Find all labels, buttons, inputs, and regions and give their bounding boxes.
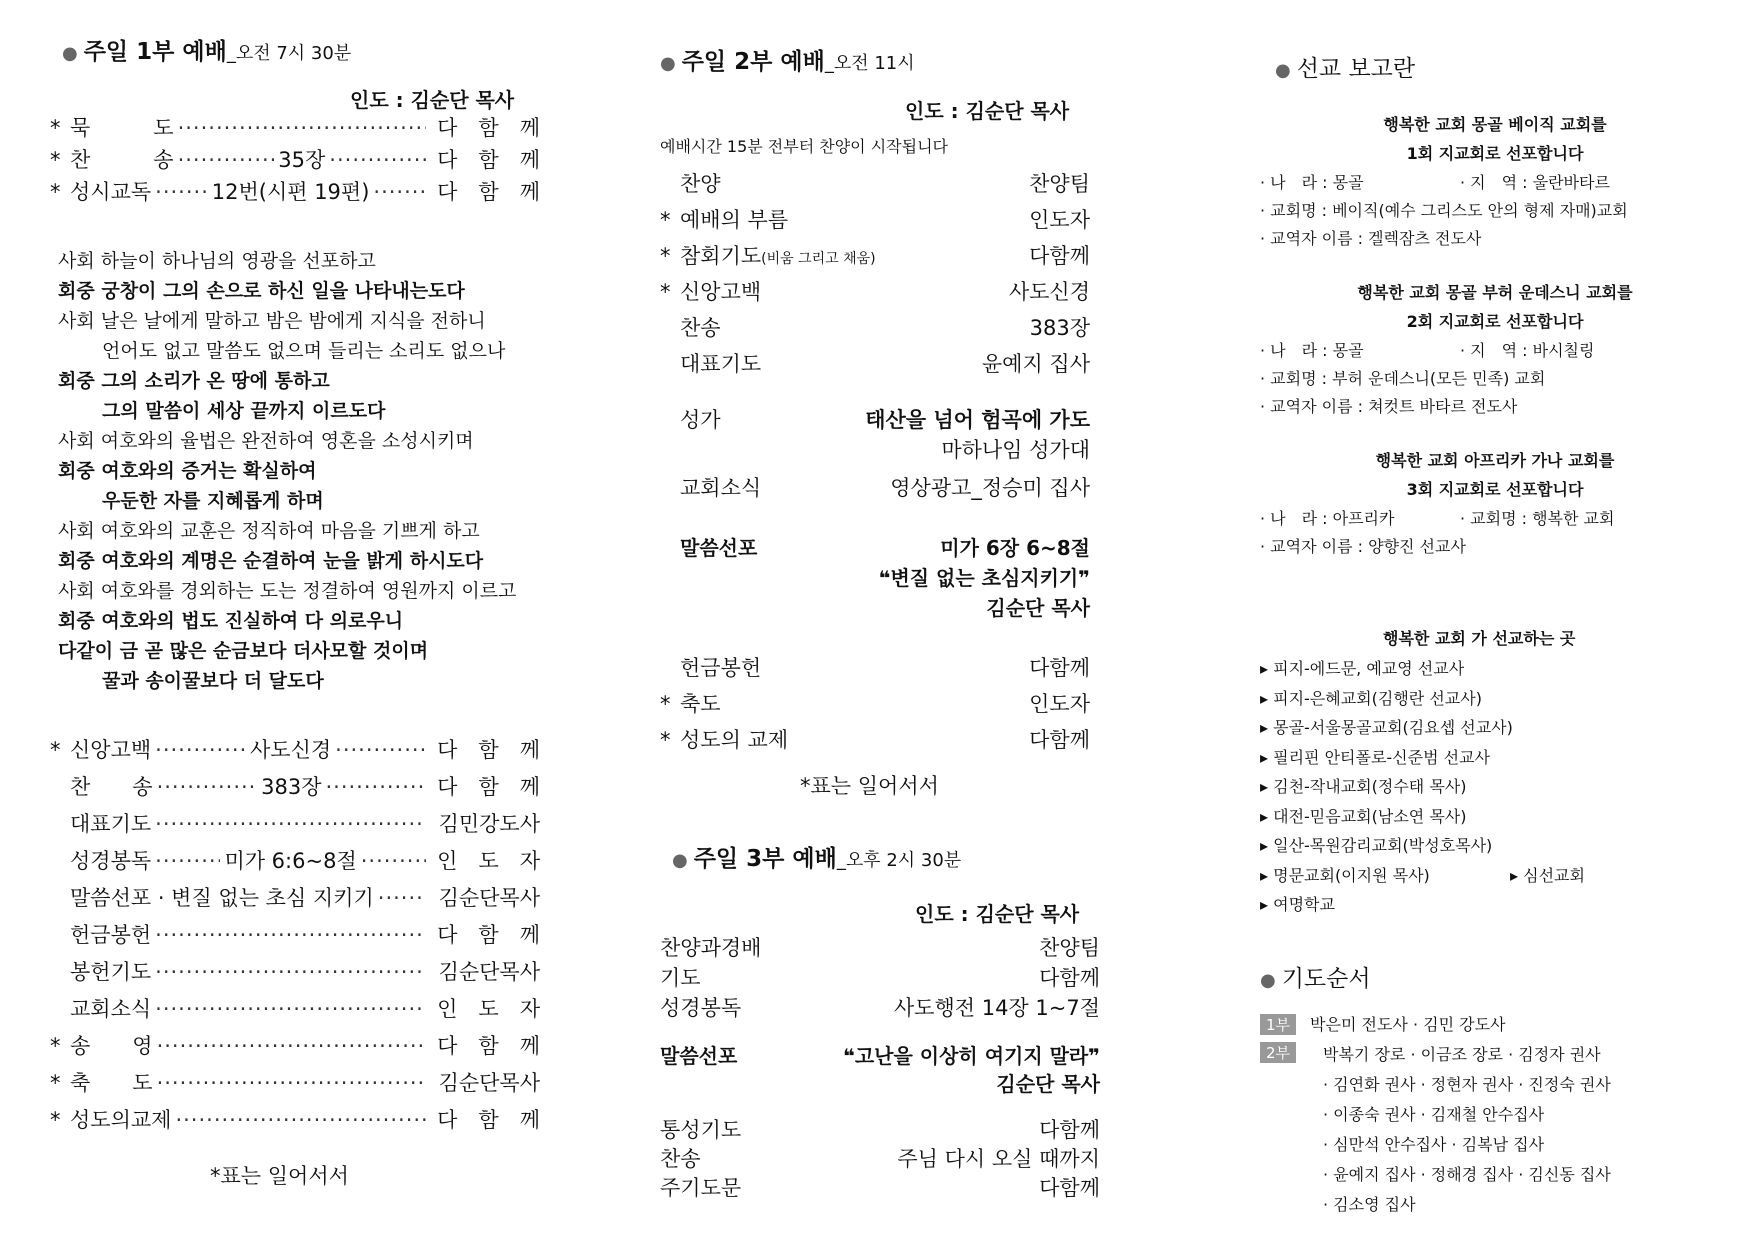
place-name: ▸ 대전-믿음교회(남소연 목사) bbox=[1260, 806, 1467, 826]
order-name: 축도 bbox=[680, 692, 721, 716]
order-who: 다 함 께 bbox=[437, 148, 540, 172]
bullet-icon: ● bbox=[1275, 60, 1291, 81]
order-detail: 383장 bbox=[261, 775, 322, 799]
service1-responsive-reading bbox=[58, 246, 516, 696]
place-name: ▸ 명문교회(이지원 목사) bbox=[1260, 865, 1430, 885]
order-name: 묵 도 bbox=[70, 116, 174, 140]
mission-heading: 행복한 교회 몽골 부허 운데스니 교회를 bbox=[1357, 283, 1633, 302]
order-row bbox=[660, 168, 1090, 204]
reading-text: 꿀과 송이꿀보다 더 달도다 bbox=[102, 670, 324, 692]
place-item bbox=[1260, 804, 1700, 834]
service3-sermon-label: 말씀선포 bbox=[660, 1044, 738, 1068]
dot-leader bbox=[155, 997, 426, 1021]
places-title: 행복한 교회 가 선교하는 곳 bbox=[1383, 629, 1576, 648]
reading-line bbox=[58, 516, 516, 546]
mission-line bbox=[1260, 198, 1715, 226]
reading-line bbox=[58, 666, 516, 696]
order-who: 다 함 께 bbox=[437, 180, 540, 204]
service2-sermon-preacher: 김순단 목사 bbox=[986, 596, 1090, 620]
reading-text: 여호와의 계명은 순결하여 눈을 밝게 하시도다 bbox=[101, 550, 484, 572]
prayer-1-names: 박은미 전도사 · 김민 강도사 bbox=[1310, 1015, 1506, 1034]
order-who: 383장 bbox=[1029, 316, 1090, 340]
order-row bbox=[50, 919, 540, 956]
reading-role: 사회 bbox=[58, 250, 95, 272]
order-row bbox=[50, 1030, 540, 1067]
order-who: 찬양팀 bbox=[1029, 172, 1090, 196]
order-row bbox=[660, 312, 1090, 348]
mission-field: · 교역자 이름 : 양향진 선교사 bbox=[1260, 537, 1466, 556]
order-row bbox=[660, 652, 1090, 688]
reading-role: 회중 bbox=[58, 610, 95, 632]
order-name: 참회기도 bbox=[680, 244, 762, 268]
order-name: 봉헌기도 bbox=[70, 960, 152, 984]
order-who: 다 함 께 bbox=[437, 775, 541, 799]
order-row bbox=[660, 1172, 1100, 1201]
service2-note: *표는 일어서서 bbox=[800, 774, 939, 798]
place-item bbox=[1260, 774, 1700, 804]
mission-line bbox=[1260, 506, 1715, 534]
prayer-name-line: 박복기 장로 · 이금조 장로 · 김정자 권사 bbox=[1323, 1045, 1601, 1064]
mission-field: · 나 라 : 몽골 bbox=[1260, 173, 1364, 192]
place-name: ▸ 김천-작내교회(정수태 목사) bbox=[1260, 777, 1467, 796]
places-list bbox=[1260, 656, 1700, 922]
order-name: 찬송 bbox=[680, 316, 721, 340]
order-row bbox=[50, 845, 540, 882]
order-row bbox=[50, 1104, 540, 1141]
order-name: 찬양 bbox=[680, 172, 721, 196]
service1-title bbox=[62, 33, 351, 66]
place-item bbox=[1260, 863, 1700, 893]
order-row bbox=[660, 348, 1090, 384]
prayer-name-line: · 김소영 집사 bbox=[1323, 1195, 1416, 1214]
place-name: ▸ 피지-은혜교회(김행란 선교사) bbox=[1260, 688, 1482, 708]
order-name: 예배의 부름 bbox=[680, 208, 789, 232]
mission-field: · 나 라 : 몽골 bbox=[1260, 341, 1364, 360]
mission-field: · 교회명 : 행복한 교회 bbox=[1460, 509, 1615, 528]
reading-role: 회중 bbox=[58, 550, 95, 572]
order-left bbox=[660, 168, 721, 204]
order-row bbox=[660, 932, 1100, 962]
prayer-name-line: · 이종숙 권사 · 김재철 안수집사 bbox=[1323, 1105, 1545, 1124]
reading-text: 날은 날에게 말하고 밤은 밤에게 지식을 전하니 bbox=[100, 310, 486, 332]
reading-text: 우둔한 자를 지혜롭게 하며 bbox=[102, 490, 324, 512]
mission-line bbox=[1260, 534, 1715, 562]
reading-text: 여호와를 경외하는 도는 정결하여 영원까지 이르고 bbox=[100, 580, 517, 602]
service2-notice: 예배시간 15분 전부터 찬양이 시작됩니다 bbox=[660, 137, 948, 156]
order-name: 찬 송 bbox=[70, 148, 174, 172]
service3-leader: 인도 : 김순단 목사 bbox=[915, 902, 1080, 926]
place-item bbox=[1260, 715, 1700, 745]
reading-line bbox=[58, 306, 516, 336]
bullet-icon: ● bbox=[672, 850, 688, 871]
stand-mark: * bbox=[50, 116, 61, 140]
order-name: 찬양과경배 bbox=[660, 936, 762, 960]
order-left bbox=[660, 1114, 741, 1143]
reading-text: 언어도 없고 말씀도 없으며 들리는 소리도 없으나 bbox=[102, 340, 506, 362]
order-name: 대표기도 bbox=[70, 812, 152, 836]
order-who: 다함께 bbox=[1029, 728, 1090, 752]
reading-role: 사회 bbox=[58, 580, 95, 602]
reading-line bbox=[58, 276, 516, 306]
stand-mark: * bbox=[50, 1071, 61, 1095]
service2-title bbox=[660, 43, 915, 76]
order-left bbox=[660, 204, 788, 240]
order-left bbox=[660, 992, 741, 1022]
mission-field: · 지 역 : 바시칠링 bbox=[1460, 341, 1595, 360]
order-who: 김순단목사 bbox=[438, 886, 540, 910]
reading-line bbox=[58, 606, 516, 636]
place-name: ▸ 몽골-서울몽골교회(김요셉 선교사) bbox=[1260, 718, 1513, 737]
mission-heading: 행복한 교회 몽골 베이직 교회를 bbox=[1383, 115, 1607, 134]
order-left bbox=[660, 348, 761, 384]
service2-sermon-title: ❝변질 없는 초심지키기❞ bbox=[878, 566, 1090, 590]
prayer-row-1 bbox=[1260, 1012, 1506, 1035]
place-item bbox=[1260, 833, 1700, 863]
order-left bbox=[660, 312, 721, 348]
reading-text: 여호와의 교훈은 정직하여 마음을 기쁘게 하고 bbox=[100, 520, 480, 542]
place-item bbox=[1260, 656, 1700, 686]
mission-block bbox=[1260, 112, 1715, 254]
order-who: 사도행전 14장 1~7절 bbox=[893, 996, 1100, 1020]
reading-role: 사회 bbox=[58, 430, 95, 452]
order-row bbox=[660, 1143, 1100, 1172]
order-who: 다함께 bbox=[1029, 656, 1090, 680]
reading-line bbox=[58, 336, 516, 366]
order-row bbox=[660, 1114, 1100, 1143]
order-name: 대표기도 bbox=[680, 352, 762, 376]
dot-leader bbox=[157, 1034, 426, 1058]
service2-sermon-label: 말씀선포 bbox=[680, 536, 758, 560]
dot-leader bbox=[178, 148, 275, 172]
dot-leader bbox=[373, 180, 426, 204]
order-name: 기도 bbox=[660, 966, 701, 990]
order-name: 송 영 bbox=[70, 1034, 153, 1058]
place-name: ▸ 일산-목원감리교회(박성호목사) bbox=[1260, 836, 1493, 855]
order-who: 인 도 자 bbox=[437, 997, 540, 1021]
order-who: 주님 다시 오실 때까지 bbox=[897, 1147, 1100, 1171]
place-item bbox=[1260, 892, 1700, 922]
prayer-title bbox=[1260, 960, 1371, 993]
reading-line bbox=[58, 486, 516, 516]
stand-mark: * bbox=[660, 728, 671, 752]
order-who: 다 함 께 bbox=[437, 116, 540, 140]
service3-items2 bbox=[660, 1114, 1100, 1201]
order-who: 윤예지 집사 bbox=[981, 352, 1090, 376]
service3-sermon-title: ❝고난을 이상히 여기지 말라❞ bbox=[843, 1044, 1100, 1068]
reading-text: 여호와의 증거는 확실하여 bbox=[101, 460, 317, 482]
service2-song-choir: 마하나임 성가대 bbox=[941, 438, 1090, 462]
mission-field: · 교역자 이름 : 겔렉잠츠 전도사 bbox=[1260, 229, 1482, 248]
order-row bbox=[660, 992, 1100, 1022]
order-row bbox=[50, 1067, 540, 1104]
order-left bbox=[660, 724, 788, 760]
order-name: 헌금봉헌 bbox=[70, 923, 152, 947]
order-name: 통성기도 bbox=[660, 1118, 742, 1142]
order-who: 김순단목사 bbox=[438, 960, 540, 984]
prayer-row-2 bbox=[1260, 1042, 1310, 1063]
service3-title-text: 주일 3부 예배 bbox=[693, 846, 837, 872]
order-who: 찬양팀 bbox=[1039, 936, 1100, 960]
order-who: 김순단목사 bbox=[438, 1071, 540, 1095]
stand-mark: * bbox=[660, 208, 671, 232]
prayer-2-names bbox=[1323, 1042, 1611, 1222]
stand-mark: * bbox=[50, 738, 61, 762]
mission-field: · 교역자 이름 : 쳐컷트 바타르 전도사 bbox=[1260, 397, 1518, 416]
dot-leader bbox=[155, 738, 246, 762]
reading-text: 다같이 금 곧 많은 순금보다 더사모할 것이며 bbox=[58, 640, 429, 662]
stand-mark: * bbox=[50, 1108, 61, 1132]
reading-text: 여호와의 법도 진실하여 다 의로우니 bbox=[101, 610, 404, 632]
service2-leader: 인도 : 김순단 목사 bbox=[905, 99, 1070, 123]
order-who: 김민강도사 bbox=[438, 812, 540, 836]
order-name: 찬송 bbox=[660, 1147, 701, 1171]
order-who: 인 도 자 bbox=[437, 849, 541, 873]
dot-leader bbox=[178, 116, 426, 140]
order-row bbox=[50, 176, 540, 208]
order-name: 성도의 교제 bbox=[680, 728, 789, 752]
order-name: 찬 송 bbox=[70, 775, 153, 799]
order-detail: 12번(시편 19편) bbox=[211, 180, 370, 204]
mission-declare: 1회 지교회로 선포합니다 bbox=[1406, 144, 1584, 163]
order-row bbox=[50, 808, 540, 845]
service1-time: _오전 7시 30분 bbox=[226, 43, 352, 64]
mission-field: · 교회명 : 부허 운데스니(모든 민족) 교회 bbox=[1260, 369, 1546, 388]
mission-block bbox=[1260, 280, 1715, 422]
order-name: 신앙고백 bbox=[680, 280, 762, 304]
order-name: 교회소식 bbox=[70, 997, 152, 1021]
order-who: 다함께 bbox=[1039, 1118, 1100, 1142]
reading-line bbox=[58, 426, 516, 456]
dot-leader bbox=[155, 849, 220, 873]
order-who: 인도자 bbox=[1029, 692, 1090, 716]
dot-leader bbox=[329, 148, 426, 172]
order-left bbox=[660, 932, 761, 962]
order-row bbox=[660, 204, 1090, 240]
mission-heading: 행복한 교회 아프리카 가나 교회를 bbox=[1375, 451, 1615, 470]
reading-text: 하늘이 하나님의 영광을 선포하고 bbox=[100, 250, 376, 272]
service1-items-bottom bbox=[50, 734, 540, 1141]
order-name: 축 도 bbox=[70, 1071, 153, 1095]
place-name: ▸ 피지-에드문, 예교영 선교사 bbox=[1260, 659, 1465, 678]
order-row bbox=[660, 240, 1090, 276]
stand-mark: * bbox=[660, 244, 671, 268]
order-who: 다 함 께 bbox=[437, 1108, 540, 1132]
order-who: 인도자 bbox=[1029, 208, 1090, 232]
reading-line bbox=[58, 636, 516, 666]
order-left bbox=[660, 240, 876, 276]
reading-line bbox=[58, 246, 516, 276]
order-name: 신앙고백 bbox=[70, 738, 152, 762]
prayer-name-line: · 윤예지 집사 · 정해경 집사 · 김신동 집사 bbox=[1323, 1165, 1611, 1184]
service2-news-who: 영상광고_정승미 집사 bbox=[890, 476, 1090, 500]
dot-leader bbox=[155, 923, 426, 947]
mission-title bbox=[1275, 50, 1415, 83]
stand-mark: * bbox=[50, 1034, 61, 1058]
reading-role: 사회 bbox=[58, 310, 95, 332]
service2-title-text: 주일 2부 예배 bbox=[681, 49, 825, 75]
service2-items2 bbox=[660, 652, 1090, 760]
order-row bbox=[660, 962, 1100, 992]
dot-leader bbox=[155, 180, 208, 204]
order-detail: 35장 bbox=[278, 148, 326, 172]
order-row bbox=[660, 688, 1090, 724]
dot-leader bbox=[335, 738, 426, 762]
order-name: 성경봉독 bbox=[660, 996, 742, 1020]
order-name: 말씀선포 · 변질 없는 초심 지키기 bbox=[70, 886, 374, 910]
order-left bbox=[660, 1143, 701, 1172]
place-name: ▸ 심선교회 bbox=[1510, 865, 1585, 885]
service2-sermon-ref: 미가 6장 6~8절 bbox=[940, 536, 1090, 560]
order-left bbox=[660, 276, 761, 312]
order-who: 사도신경 bbox=[1008, 280, 1090, 304]
bullet-icon: ● bbox=[1260, 970, 1276, 991]
dot-leader bbox=[378, 886, 426, 910]
dot-leader bbox=[155, 960, 426, 984]
service2-items bbox=[660, 168, 1090, 384]
order-row bbox=[50, 734, 540, 771]
order-left bbox=[660, 1172, 741, 1201]
badge-1bu: 1부 bbox=[1260, 1014, 1296, 1035]
order-row bbox=[50, 882, 540, 919]
order-who: 다함께 bbox=[1039, 966, 1100, 990]
order-detail: 사도신경 bbox=[250, 738, 332, 762]
service2-news-label: 교회소식 bbox=[680, 476, 762, 500]
mission-line bbox=[1260, 226, 1715, 254]
reading-text: 그의 소리가 온 땅에 통하고 bbox=[101, 370, 330, 392]
reading-line bbox=[58, 576, 516, 606]
service1-title-text: 주일 1부 예배 bbox=[83, 39, 227, 65]
stand-mark: * bbox=[50, 180, 61, 204]
reading-text: 궁창이 그의 손으로 하신 일을 나타내는도다 bbox=[101, 280, 465, 302]
badge-2bu: 2부 bbox=[1260, 1042, 1296, 1063]
reading-role: 회중 bbox=[58, 370, 95, 392]
order-row bbox=[50, 144, 540, 176]
order-row bbox=[50, 771, 540, 808]
mission-line bbox=[1260, 366, 1715, 394]
place-item bbox=[1260, 745, 1700, 775]
mission-declare: 2회 지교회로 선포합니다 bbox=[1406, 312, 1584, 331]
order-who: 다함께 bbox=[1039, 1176, 1100, 1200]
reading-text: 그의 말씀이 세상 끝까지 이르도다 bbox=[102, 400, 386, 422]
order-who: 다 함 께 bbox=[437, 923, 540, 947]
place-name: ▸ 필리핀 안티폴로-신준범 선교사 bbox=[1260, 747, 1490, 767]
mission-field: · 교회명 : 베이직(예수 그리스도 안의 형제 자매)교회 bbox=[1260, 201, 1628, 220]
order-name: 성도의교제 bbox=[70, 1108, 172, 1132]
stand-mark: * bbox=[660, 692, 671, 716]
dot-leader bbox=[155, 812, 426, 836]
place-name: ▸ 여명학교 bbox=[1260, 895, 1335, 914]
order-who: 다 함 께 bbox=[437, 738, 540, 762]
order-name: 성시교독 bbox=[70, 180, 152, 204]
reading-role: 사회 bbox=[58, 520, 95, 542]
stand-mark: * bbox=[660, 280, 671, 304]
prayer-name-line: · 심만석 안수집사 · 김복남 집사 bbox=[1323, 1135, 1545, 1154]
reading-role: 회중 bbox=[58, 280, 95, 302]
mission-block bbox=[1260, 448, 1715, 562]
service1-leader: 인도 : 김순단 목사 bbox=[350, 88, 515, 112]
service3-time: _오후 2시 30분 bbox=[836, 850, 962, 871]
prayer-title-text: 기도순서 bbox=[1281, 966, 1371, 992]
reading-text: 여호와의 율법은 완전하여 영혼을 소성시키며 bbox=[100, 430, 474, 452]
dot-leader bbox=[361, 849, 426, 873]
order-row bbox=[50, 993, 540, 1030]
bullet-icon: ● bbox=[660, 53, 676, 74]
service2-time: _오전 11시 bbox=[824, 53, 915, 74]
stand-mark: * bbox=[50, 148, 61, 172]
mission-line bbox=[1260, 170, 1715, 198]
mission-field: · 나 라 : 아프리카 bbox=[1260, 509, 1395, 528]
service2-song-label: 성가 bbox=[680, 408, 721, 432]
order-row bbox=[50, 956, 540, 993]
order-name: 주기도문 bbox=[660, 1176, 742, 1200]
service3-sermon-preacher: 김순단 목사 bbox=[996, 1072, 1100, 1096]
dot-leader bbox=[157, 1071, 426, 1095]
order-name: 헌금봉헌 bbox=[680, 656, 762, 680]
order-name: 성경봉독 bbox=[70, 849, 152, 873]
service3-items bbox=[660, 932, 1100, 1022]
mission-line bbox=[1260, 394, 1715, 422]
order-detail: 미가 6:6~8절 bbox=[224, 849, 357, 873]
mission-declare: 3회 지교회로 선포합니다 bbox=[1406, 480, 1584, 499]
dot-leader bbox=[175, 1108, 426, 1132]
order-sub: (비움 그리고 채움) bbox=[761, 251, 876, 267]
mission-title-text: 선교 보고란 bbox=[1296, 56, 1416, 82]
mission-line bbox=[1260, 338, 1715, 366]
service1-note: *표는 일어서서 bbox=[210, 1164, 349, 1188]
dot-leader bbox=[325, 775, 426, 799]
dot-leader bbox=[157, 775, 258, 799]
reading-line bbox=[58, 456, 516, 486]
order-left bbox=[660, 962, 701, 992]
service1-items-top bbox=[50, 112, 540, 208]
order-row bbox=[660, 724, 1090, 760]
order-who: 다함께 bbox=[1029, 244, 1090, 268]
order-who: 다 함 께 bbox=[437, 1034, 540, 1058]
reading-line bbox=[58, 366, 516, 396]
order-left bbox=[660, 688, 721, 724]
bullet-icon: ● bbox=[62, 43, 78, 64]
prayer-name-line: · 김연화 권사 · 정현자 권사 · 진정숙 권사 bbox=[1323, 1075, 1611, 1094]
service3-title bbox=[672, 840, 961, 873]
mission-blocks bbox=[1260, 112, 1715, 588]
service2-song-title: 태산을 넘어 험곡에 가도 bbox=[865, 408, 1090, 432]
order-left bbox=[660, 652, 761, 688]
mission-field: · 지 역 : 울란바타르 bbox=[1460, 173, 1610, 192]
order-row bbox=[50, 112, 540, 144]
reading-line bbox=[58, 396, 516, 426]
place-item bbox=[1260, 686, 1700, 716]
reading-line bbox=[58, 546, 516, 576]
reading-role: 회중 bbox=[58, 460, 95, 482]
order-row bbox=[660, 276, 1090, 312]
